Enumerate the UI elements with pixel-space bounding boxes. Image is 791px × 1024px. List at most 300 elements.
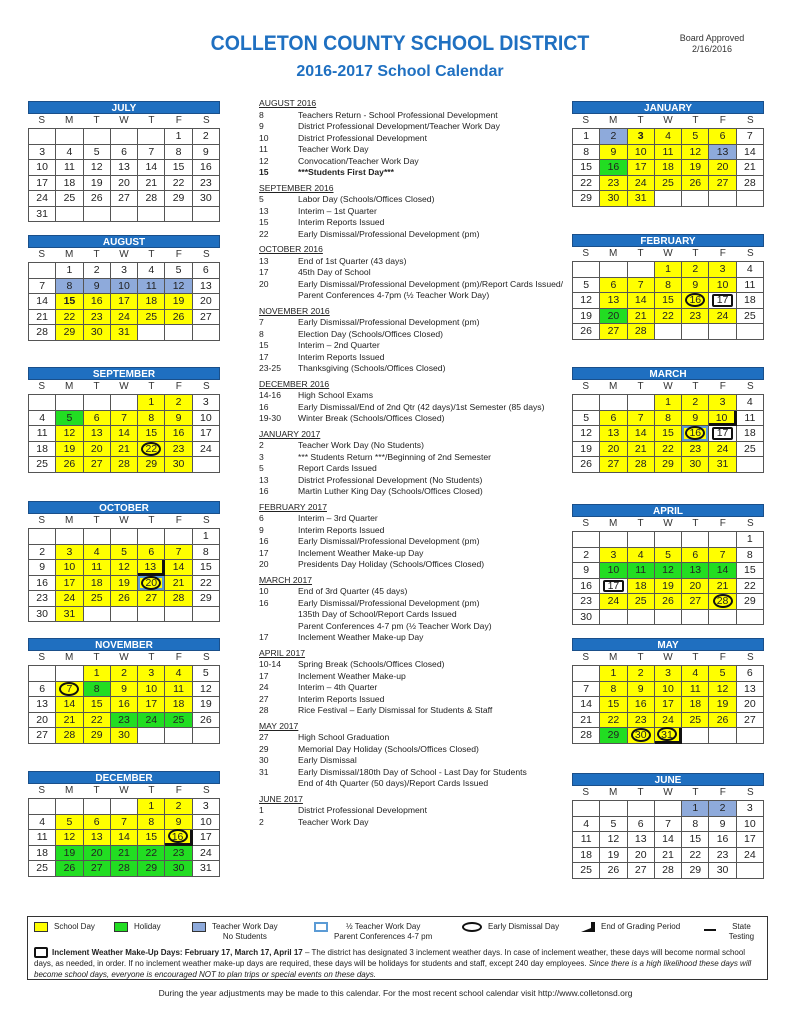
day-cell <box>600 579 627 595</box>
day-cell <box>573 863 600 879</box>
day-cell <box>737 817 764 833</box>
weekday-label: T <box>93 115 100 126</box>
day-cell <box>737 563 764 579</box>
event-date: 30 <box>259 755 269 765</box>
day-number: 5 <box>121 545 127 558</box>
empty-cell <box>138 325 165 341</box>
day-cell <box>193 176 220 192</box>
day-cell <box>655 426 682 442</box>
day-number: 26 <box>607 864 620 876</box>
weekday-label: W <box>663 115 673 126</box>
day-cell <box>573 832 600 848</box>
day-number: 24 <box>36 192 48 204</box>
day-cell <box>111 263 138 279</box>
weekday-label: T <box>692 115 699 126</box>
day-cell <box>111 682 138 698</box>
day-number: 21 <box>580 713 592 726</box>
day-cell <box>29 411 56 427</box>
day-cell <box>193 426 220 442</box>
day-cell <box>600 160 627 176</box>
empty-cell <box>138 607 165 623</box>
day-cell <box>111 697 138 713</box>
day-cell <box>709 832 736 848</box>
day-number: 25 <box>36 458 48 470</box>
weekday-label: S <box>38 115 46 126</box>
day-number: 11 <box>744 278 756 291</box>
day-number: 15 <box>744 564 756 576</box>
day-number: 29 <box>63 326 76 338</box>
day-number: 28 <box>662 864 674 876</box>
day-number: 12 <box>118 561 130 573</box>
day-cell <box>655 411 682 427</box>
day-cell <box>138 713 165 729</box>
day-number: 21 <box>63 713 76 726</box>
weekday-label: T <box>692 652 699 663</box>
day-number: 24 <box>145 713 158 726</box>
day-cell <box>628 160 655 176</box>
day-cell <box>628 278 655 294</box>
day-number: 11 <box>91 561 103 573</box>
empty-cell <box>165 529 192 545</box>
day-cell <box>165 294 192 310</box>
day-cell <box>84 160 111 176</box>
empty-cell <box>84 207 111 223</box>
day-cell <box>628 594 655 610</box>
empty-cell <box>111 129 138 145</box>
day-cell <box>84 682 111 698</box>
event-item <box>259 402 569 414</box>
day-cell <box>737 832 764 848</box>
day-cell <box>29 457 56 473</box>
empty-cell <box>165 207 192 223</box>
event-date: 17 <box>259 670 269 681</box>
day-number: 5 <box>202 667 209 679</box>
weekday-label: S <box>746 248 754 259</box>
empty-cell <box>29 799 56 815</box>
day-cell <box>573 548 600 564</box>
day-number: 21 <box>118 442 130 455</box>
weekday-label: S <box>746 115 754 126</box>
day-number: 2 <box>93 264 100 276</box>
event-text: Early Dismissal/Professional Development (pm) <box>298 536 480 546</box>
day-cell <box>628 713 655 729</box>
day-cell <box>56 728 83 744</box>
day-number: 23 <box>607 176 620 189</box>
day-cell <box>600 863 627 879</box>
day-cell <box>138 442 165 458</box>
day-cell <box>29 607 56 623</box>
day-cell <box>655 713 682 729</box>
month-header: MAY <box>572 638 764 651</box>
day-number: 29 <box>145 458 158 470</box>
day-number: 2 <box>610 130 617 142</box>
event-text: Winter Break (Schools/Offices Closed) <box>298 413 445 423</box>
day-number: 24 <box>716 442 729 455</box>
day-cell <box>138 830 165 846</box>
day-number: 14 <box>63 698 76 710</box>
day-number: 17 <box>200 427 212 439</box>
day-number: 8 <box>175 145 182 158</box>
event-date <box>259 609 298 621</box>
day-number: 26 <box>118 592 130 604</box>
weekday-label: S <box>202 249 210 260</box>
day-number: 16 <box>90 295 103 307</box>
event-item <box>259 755 569 767</box>
day-cell <box>165 697 192 713</box>
day-cell <box>600 832 627 848</box>
day-number: 24 <box>607 595 620 607</box>
day-cell <box>193 294 220 310</box>
day-number: 22 <box>662 309 674 322</box>
day-number: 20 <box>90 442 103 455</box>
event-item <box>259 121 569 133</box>
empty-cell <box>709 728 736 744</box>
day-number: 22 <box>580 176 592 189</box>
day-cell <box>138 682 165 698</box>
day-number: 29 <box>90 729 103 741</box>
empty-cell <box>682 728 709 744</box>
day-cell <box>165 191 192 207</box>
day-number: 29 <box>580 192 592 204</box>
day-cell <box>138 591 165 607</box>
day-number: 1 <box>93 667 100 679</box>
day-cell <box>682 309 709 325</box>
day-number: 18 <box>689 698 702 710</box>
day-number: 6 <box>93 411 100 424</box>
day-number: 12 <box>63 427 76 439</box>
empty-cell <box>84 607 111 623</box>
day-cell <box>56 682 83 698</box>
day-cell <box>193 576 220 592</box>
day-cell <box>737 697 764 713</box>
day-number: 23 <box>36 592 48 604</box>
day-cell <box>709 278 736 294</box>
weekday-label: T <box>637 518 644 529</box>
event-date: 14-16 <box>259 390 281 400</box>
event-item <box>259 732 569 744</box>
day-cell <box>737 309 764 325</box>
day-number: 20 <box>716 161 729 173</box>
weekday-label: T <box>148 249 155 260</box>
day-cell <box>573 817 600 833</box>
event-item <box>259 609 569 621</box>
day-cell <box>655 548 682 564</box>
day-number: 28 <box>172 592 185 604</box>
day-number: 11 <box>36 831 48 843</box>
weekday-label: T <box>148 515 155 526</box>
empty-cell <box>111 529 138 545</box>
event-item <box>259 475 569 487</box>
day-cell <box>573 426 600 442</box>
day-number: 6 <box>746 667 753 679</box>
day-cell <box>29 697 56 713</box>
day-number: 16 <box>580 579 592 592</box>
event-text: End of 1st Quarter (43 days) <box>298 255 407 266</box>
day-cell <box>682 278 709 294</box>
legend-early-dismissal: Early Dismissal Day <box>462 922 559 932</box>
day-number: 7 <box>665 817 671 830</box>
event-item <box>259 767 569 779</box>
day-cell <box>84 145 111 161</box>
day-number: 26 <box>63 458 76 470</box>
day-number: 11 <box>36 427 48 439</box>
event-text: Martin Luther King Day (Schools/Offices Closed) <box>298 486 483 496</box>
day-cell <box>56 442 83 458</box>
day-cell <box>193 395 220 411</box>
day-cell <box>165 830 192 846</box>
day-cell <box>111 411 138 427</box>
weekday-label: T <box>637 248 644 259</box>
day-cell <box>138 457 165 473</box>
empty-cell <box>655 532 682 548</box>
day-number: 9 <box>93 279 100 292</box>
early-dismissal-oval-icon <box>713 594 733 608</box>
day-cell <box>193 697 220 713</box>
event-item <box>259 279 569 302</box>
day-number: 16 <box>118 698 130 710</box>
empty-cell <box>56 799 83 815</box>
day-number: 24 <box>200 442 212 455</box>
empty-cell <box>56 395 83 411</box>
day-number: 14 <box>145 161 158 173</box>
weekday-label: M <box>608 518 618 529</box>
day-number: 20 <box>607 309 620 322</box>
day-number: 10 <box>200 815 212 828</box>
month-header: MARCH <box>572 367 764 380</box>
day-cell <box>600 324 627 340</box>
day-number: 10 <box>715 411 728 424</box>
day-number: 14 <box>662 833 674 845</box>
day-cell <box>193 310 220 326</box>
day-number: 17 <box>716 294 729 306</box>
day-cell <box>737 666 764 682</box>
day-cell <box>600 278 627 294</box>
day-number: 9 <box>202 145 209 158</box>
day-number: 28 <box>634 325 647 337</box>
day-cell <box>655 817 682 833</box>
day-cell <box>29 426 56 442</box>
day-cell <box>84 545 111 561</box>
day-number: 27 <box>634 864 647 876</box>
day-cell <box>600 666 627 682</box>
day-number: 11 <box>662 145 674 158</box>
day-number: 19 <box>200 698 212 710</box>
weekday-label: F <box>175 115 182 126</box>
day-cell <box>165 395 192 411</box>
day-cell <box>111 666 138 682</box>
event-date: 16 <box>259 401 269 412</box>
empty-cell <box>111 395 138 411</box>
event-item <box>259 463 569 475</box>
day-number: 2 <box>692 263 699 275</box>
event-date: 13 <box>259 474 269 485</box>
empty-cell <box>111 607 138 623</box>
day-number: 27 <box>200 310 212 323</box>
day-number: 7 <box>583 682 590 695</box>
event-text: Early Dismissal/180th Day of School - Last Day for Students <box>298 766 527 777</box>
day-cell <box>193 846 220 862</box>
day-number: 6 <box>39 682 46 695</box>
weekday-label: S <box>202 115 210 126</box>
day-cell <box>56 294 83 310</box>
day-number: 12 <box>200 682 212 695</box>
day-cell <box>737 395 764 411</box>
day-number: 13 <box>90 831 103 843</box>
weekday-label: T <box>637 381 644 392</box>
day-cell <box>573 145 600 161</box>
weekday-label: S <box>38 249 46 260</box>
day-number: 31 <box>661 729 673 741</box>
day-number: 3 <box>637 130 644 142</box>
day-number: 28 <box>634 458 647 470</box>
day-cell <box>84 310 111 326</box>
day-cell <box>573 293 600 309</box>
day-cell <box>737 262 764 278</box>
day-cell <box>573 129 600 145</box>
day-number: 26 <box>662 595 674 607</box>
event-item <box>259 390 569 402</box>
day-number: 11 <box>744 411 756 424</box>
weekday-label: S <box>746 381 754 392</box>
day-number: 5 <box>719 667 726 679</box>
day-number: 15 <box>90 698 103 710</box>
day-number: 25 <box>36 862 48 874</box>
event-date: 15 <box>259 340 269 350</box>
day-cell <box>628 697 655 713</box>
day-number: 20 <box>36 713 48 726</box>
day-cell <box>56 325 83 341</box>
inclement-weather-box-icon <box>712 427 732 440</box>
legend-teacher-work-day: Teacher Work Day No Students <box>192 922 278 942</box>
day-cell <box>682 457 709 473</box>
day-number: 2 <box>121 667 127 679</box>
day-cell <box>111 426 138 442</box>
day-number: 6 <box>148 545 155 558</box>
event-text: Parent Conferences 4-7 pm (½ Teacher Work Day) <box>298 620 492 631</box>
day-cell <box>111 545 138 561</box>
day-number: 7 <box>637 278 644 291</box>
event-text: Election Day (Schools/Offices Closed) <box>298 328 444 339</box>
weekday-label: S <box>582 115 590 126</box>
event-text: Interim – 3rd Quarter <box>298 513 378 523</box>
day-number: 5 <box>665 548 671 561</box>
event-item <box>259 267 569 279</box>
event-date <box>259 621 298 633</box>
early-dismissal-oval-icon <box>462 922 482 932</box>
day-number: 4 <box>746 263 753 275</box>
empty-cell <box>600 395 627 411</box>
day-number: 22 <box>744 579 756 592</box>
day-cell <box>682 579 709 595</box>
event-text: End of 3rd Quarter (45 days) <box>298 586 408 596</box>
day-cell <box>29 325 56 341</box>
day-cell <box>29 279 56 295</box>
day-number: 25 <box>145 310 158 323</box>
day-number: 4 <box>93 545 100 558</box>
day-number: 2 <box>175 800 182 812</box>
day-number: 2 <box>175 396 182 408</box>
day-number: 25 <box>90 592 103 604</box>
day-cell <box>138 576 165 592</box>
day-number: 15 <box>172 161 185 173</box>
event-item <box>259 586 569 598</box>
day-cell <box>29 861 56 877</box>
event-text: Interim Reports Issued <box>298 524 385 535</box>
day-cell <box>709 713 736 729</box>
event-item <box>259 167 569 179</box>
weekday-label: T <box>637 652 644 663</box>
event-text: 135th Day of School/Report Cards Issued <box>298 609 457 619</box>
empty-cell <box>682 532 709 548</box>
day-number: 3 <box>66 545 73 558</box>
empty-cell <box>737 191 764 207</box>
day-cell <box>165 576 192 592</box>
day-number: 22 <box>689 848 702 861</box>
weekday-label: F <box>719 115 726 126</box>
month-august <box>28 235 220 341</box>
day-number: 27 <box>744 713 756 726</box>
empty-cell <box>29 666 56 682</box>
weekday-header <box>28 380 220 394</box>
day-number: 21 <box>634 442 647 455</box>
weekday-label: M <box>608 248 618 259</box>
event-text: 45th Day of School <box>298 267 371 277</box>
weekday-label: S <box>582 248 590 259</box>
day-number: 26 <box>580 325 592 337</box>
event-date: 16 <box>259 536 269 546</box>
day-cell <box>709 817 736 833</box>
weekday-label: W <box>119 115 129 126</box>
day-number: 7 <box>148 145 155 158</box>
day-number: 7 <box>121 411 127 424</box>
day-number: 10 <box>662 682 674 695</box>
event-date: 13 <box>259 205 269 216</box>
event-text: Early Dismissal/Professional Development (pm) <box>298 597 480 608</box>
empty-cell <box>84 799 111 815</box>
day-cell <box>628 548 655 564</box>
day-cell <box>655 682 682 698</box>
day-number: 12 <box>63 831 76 843</box>
event-date: 16 <box>259 597 269 608</box>
day-number: 8 <box>665 278 671 291</box>
day-number: 4 <box>39 411 46 424</box>
event-text: Interim Reports Issued <box>298 351 385 362</box>
day-cell <box>682 817 709 833</box>
weekday-label: S <box>582 652 590 663</box>
empty-cell <box>655 191 682 207</box>
day-cell <box>165 713 192 729</box>
weekday-label: M <box>608 652 618 663</box>
day-cell <box>655 160 682 176</box>
day-cell <box>29 207 56 223</box>
day-cell <box>193 560 220 576</box>
weekday-label: W <box>663 518 673 529</box>
event-text: Early Dismissal/End of 2nd Qtr (42 days)/1st Semester (85 days) <box>298 401 545 412</box>
day-cell <box>573 176 600 192</box>
empty-cell <box>56 129 83 145</box>
day-grid <box>28 262 220 341</box>
day-number: 13 <box>118 161 130 173</box>
day-number: 31 <box>200 862 212 874</box>
day-number: 27 <box>145 592 158 604</box>
weekday-header <box>572 114 764 128</box>
day-cell <box>111 815 138 831</box>
day-number: 21 <box>172 576 185 589</box>
day-number: 1 <box>148 800 155 812</box>
day-cell <box>655 563 682 579</box>
day-number: 13 <box>144 561 157 573</box>
event-item <box>259 817 569 829</box>
